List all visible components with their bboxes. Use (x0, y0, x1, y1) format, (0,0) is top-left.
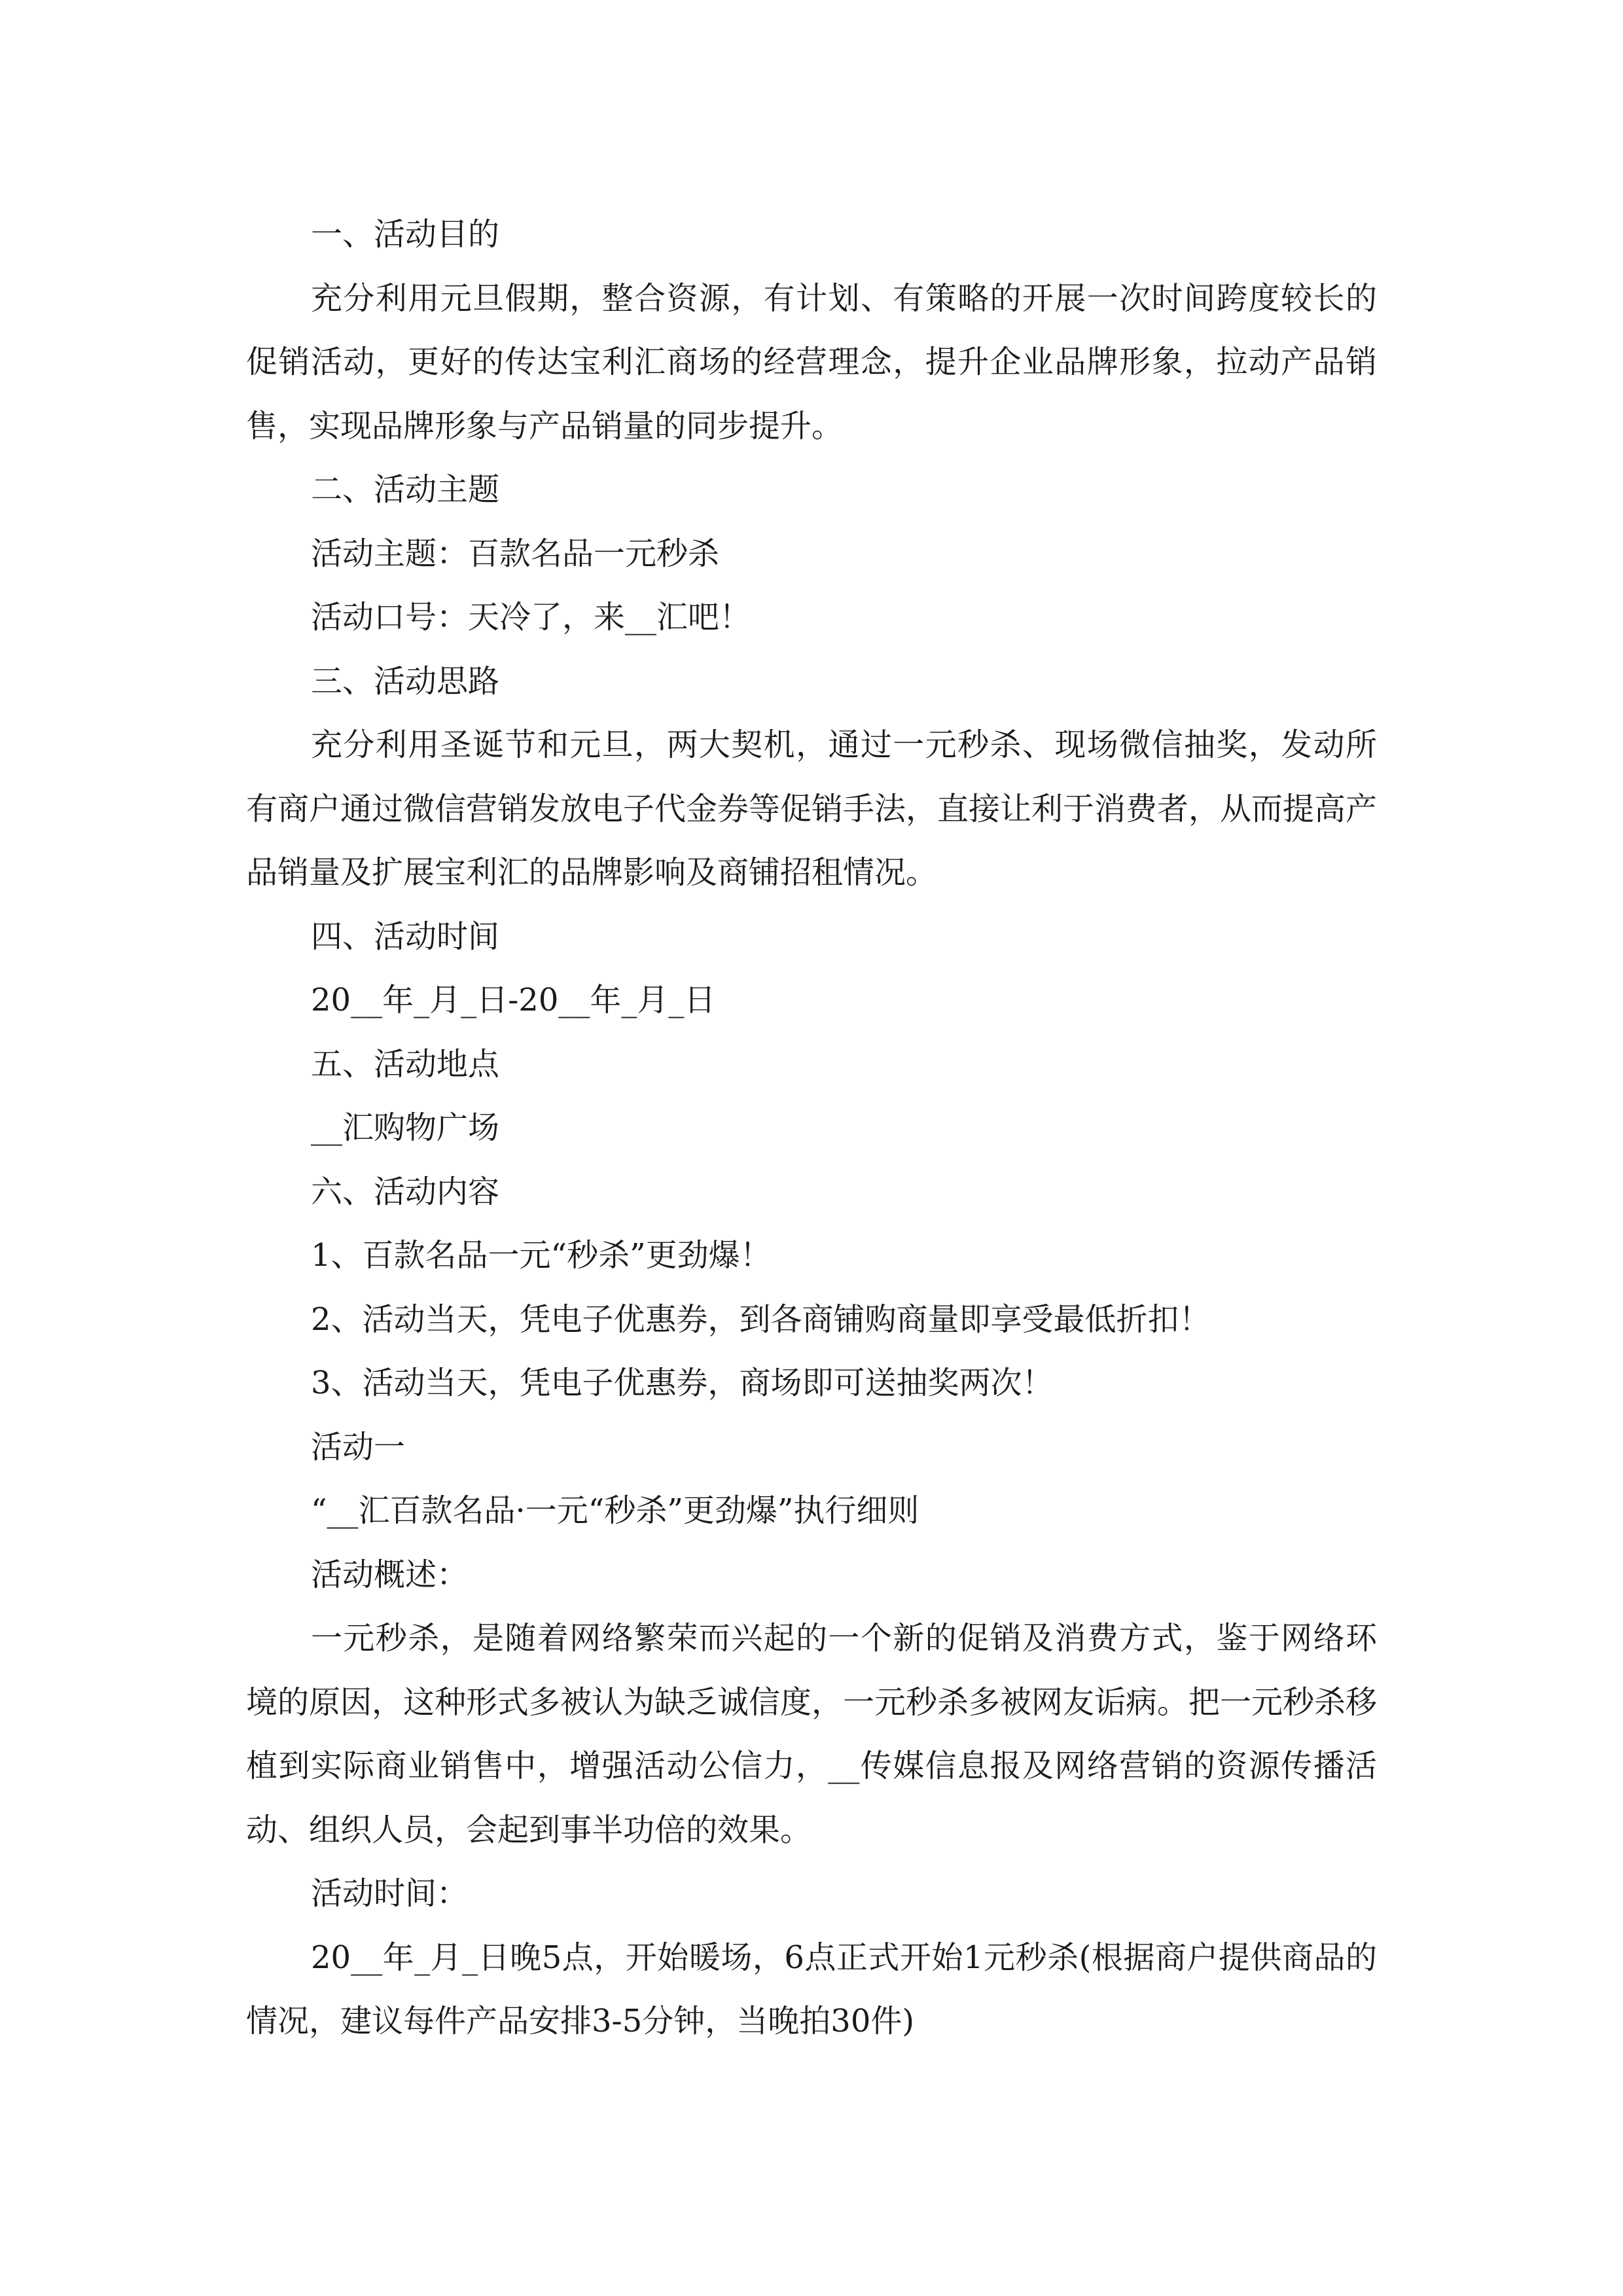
section-heading-time: 四、活动时间 (311, 918, 500, 955)
section-heading-approach: 三、活动思路 (311, 662, 500, 700)
document-body (246, 203, 1377, 2054)
paragraph-approach: 充分利用圣诞节和元旦，两大契机，通过一元秒杀、现场微信抽奖，发动所有商户通过微信营销发放电子代金券等促销手法，直接让利于消费者，从而提高产品销量及扩展宝利汇的品牌影响及商铺招租情况。 (246, 726, 1378, 891)
section-heading-purpose: 一、活动目的 (311, 216, 500, 253)
paragraph-overview: 一元秒杀，是随着网络繁荣而兴起的一个新的促销及消费方式，鉴于网络环境的原因，这种形式多被认为缺乏诚信度，一元秒杀多被网友诟病。把一元秒杀移植到实际商业销售中，增强活动公信力，__传媒信息报及网络营销的资源传播活动、组织人员，会起到事半功倍的效果。 (246, 1620, 1378, 1848)
paragraph-purpose: 充分利用元旦假期，整合资源，有计划、有策略的开展一次时间跨度较长的促销活动，更好的传达宝利汇商场的经营理念，提升企业品牌形象，拉动产品销售，实现品牌形象与产品销量的同步提升。 (246, 279, 1377, 444)
sub-heading-activity-one: 活动一 (311, 1428, 406, 1465)
section-heading-location: 五、活动地点 (311, 1045, 500, 1083)
paragraph-location: __汇购物广场 (311, 1109, 500, 1146)
section-heading-content: 六、活动内容 (311, 1173, 500, 1210)
paragraph-theme: 活动主题：百款名品一元秒杀 (311, 535, 720, 572)
sub-heading-rules: “__汇百款名品·一元“秒杀”更劲爆”执行细则 (311, 1492, 919, 1529)
section-heading-theme: 二、活动主题 (311, 471, 500, 508)
sub-heading-overview: 活动概述： (311, 1556, 469, 1593)
paragraph-time: 20__年_月_日-20__年_月_日 (311, 982, 716, 1018)
paragraph-slogan: 活动口号：天冷了，来__汇吧！ (311, 599, 751, 636)
list-item: 3、活动当天，凭电子优惠券，商场即可送抽奖两次！ (311, 1365, 1054, 1401)
list-item: 2、活动当天，凭电子优惠券，到各商铺购商量即享受最低折扣！ (311, 1300, 1211, 1338)
sub-heading-activity-time: 活动时间： (311, 1875, 469, 1912)
paragraph-activity-time: 20__年_月_日晚5点，开始暖场，6点正式开始1元秒杀(根据商户提供商品的情况，建议每件产品安排3-5分钟，当晚拍30件) (246, 1939, 1377, 2039)
list-item: 1、百款名品一元“秒杀”更劲爆！ (311, 1237, 772, 1274)
